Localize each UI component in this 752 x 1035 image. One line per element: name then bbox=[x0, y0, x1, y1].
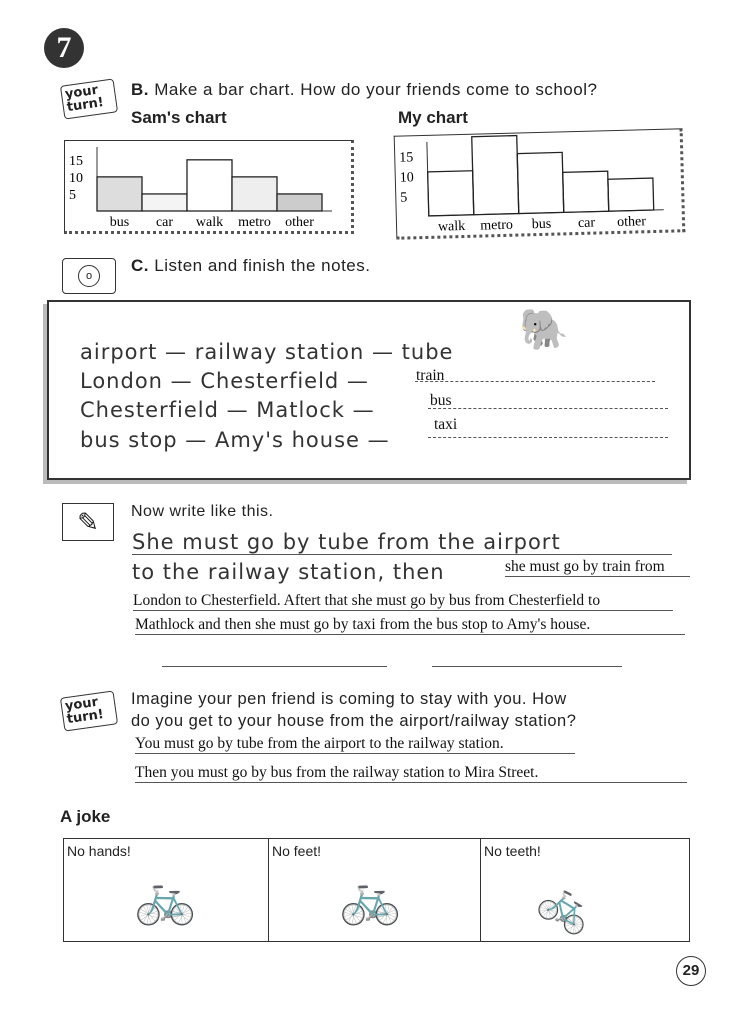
note-answer: taxi bbox=[434, 416, 458, 433]
answer-text[interactable]: Then you must go by bus from the railway station to Mira Street. bbox=[135, 764, 687, 783]
x-tick-label: walk bbox=[195, 215, 224, 230]
section-letter: B. bbox=[131, 80, 149, 99]
note-answer: bus bbox=[430, 392, 452, 409]
cyclist-illustration: 🚲 bbox=[339, 870, 402, 926]
page-number: 29 bbox=[676, 956, 706, 986]
bar-walk bbox=[187, 160, 232, 211]
x-tick-label: bus bbox=[109, 215, 130, 230]
cyclist-illustration: 🚲 bbox=[134, 870, 197, 926]
y-tick-label: 15 bbox=[399, 150, 414, 166]
x-tick-label: walk bbox=[437, 218, 466, 235]
instruction-text: Listen and finish the notes. bbox=[154, 256, 371, 275]
section-letter: C. bbox=[131, 256, 149, 275]
joke-panel bbox=[268, 838, 481, 942]
x-tick-label: car bbox=[155, 215, 174, 230]
bar-metro bbox=[232, 177, 277, 211]
listen-cd-icon: o bbox=[62, 258, 116, 294]
bar-other bbox=[608, 178, 654, 211]
answer-text[interactable]: Mathlock and then she must go by taxi from the bus stop to Amy's house. bbox=[135, 616, 685, 635]
bar-bus bbox=[97, 177, 142, 211]
y-tick-label: 5 bbox=[69, 187, 76, 203]
bar-walk bbox=[428, 171, 474, 216]
answer-line[interactable] bbox=[428, 408, 668, 409]
your-turn-badge: your turn! bbox=[60, 690, 118, 731]
joke-title: A joke bbox=[60, 807, 111, 826]
note-line: London — Chesterfield — bbox=[80, 369, 369, 393]
sams-chart bbox=[64, 140, 354, 234]
joke-panel bbox=[63, 838, 269, 942]
panel-caption: No teeth! bbox=[484, 843, 541, 859]
blank-line[interactable] bbox=[162, 666, 387, 667]
answer-text[interactable]: London to Chesterfield. Aftert that she must go by bus from Chesterfield to bbox=[133, 592, 673, 611]
bar-other bbox=[277, 194, 322, 211]
your-turn-badge: your turn! bbox=[60, 78, 118, 119]
bar-car bbox=[142, 194, 187, 211]
unit-badge: 7 bbox=[44, 28, 84, 68]
note-answer: train bbox=[416, 367, 445, 384]
example-line: She must go by tube from the airport bbox=[132, 530, 672, 555]
answer-text[interactable]: she must go by train from bbox=[505, 558, 690, 577]
y-tick-label: 15 bbox=[69, 153, 83, 169]
section-c-instruction bbox=[131, 256, 370, 276]
x-tick-label: metro bbox=[480, 217, 514, 234]
x-tick-label: car bbox=[577, 215, 596, 232]
note-line: airport — railway station — tube bbox=[80, 340, 454, 364]
answer-line[interactable] bbox=[415, 381, 655, 382]
x-tick-label: bus bbox=[531, 216, 552, 233]
bar-metro bbox=[472, 136, 519, 215]
imagine-question: do you get to your house from the airport/railway station? bbox=[131, 712, 577, 730]
elephant-illustration: 🐘 bbox=[519, 308, 569, 352]
bar-car bbox=[563, 171, 609, 212]
x-tick-label: metro bbox=[238, 215, 271, 230]
instruction-text: Make a bar chart. How do your friends come to school? bbox=[154, 80, 598, 99]
note-line: bus stop — Amy's house — bbox=[80, 428, 390, 452]
answer-text[interactable]: You must go by tube from the airport to the railway station. bbox=[135, 735, 575, 754]
sams-chart-title: Sam's chart bbox=[131, 108, 227, 127]
pencil-icon: ✎ bbox=[62, 503, 114, 541]
section-b-instruction bbox=[131, 80, 597, 100]
y-tick-label: 10 bbox=[399, 170, 414, 186]
example-line: to the railway station, then bbox=[132, 560, 445, 584]
y-tick-label: 5 bbox=[400, 190, 408, 206]
imagine-question: Imagine your pen friend is coming to stay with you. How bbox=[131, 690, 567, 708]
write-instruction: Now write like this. bbox=[131, 503, 274, 520]
my-chart-title: My chart bbox=[398, 108, 468, 127]
panel-caption: No hands! bbox=[67, 843, 131, 859]
blank-line[interactable] bbox=[432, 666, 622, 667]
bar-bus bbox=[517, 152, 564, 213]
joke-panel bbox=[480, 838, 690, 942]
crashed-cyclist-illustration: 🚲 bbox=[532, 870, 605, 941]
x-tick-label: other bbox=[616, 214, 647, 230]
note-line: Chesterfield — Matlock — bbox=[80, 398, 375, 422]
panel-caption: No feet! bbox=[272, 843, 322, 859]
answer-line[interactable] bbox=[428, 437, 668, 438]
my-chart bbox=[394, 128, 686, 240]
y-tick-label: 10 bbox=[69, 170, 83, 186]
x-tick-label: other bbox=[285, 215, 314, 230]
